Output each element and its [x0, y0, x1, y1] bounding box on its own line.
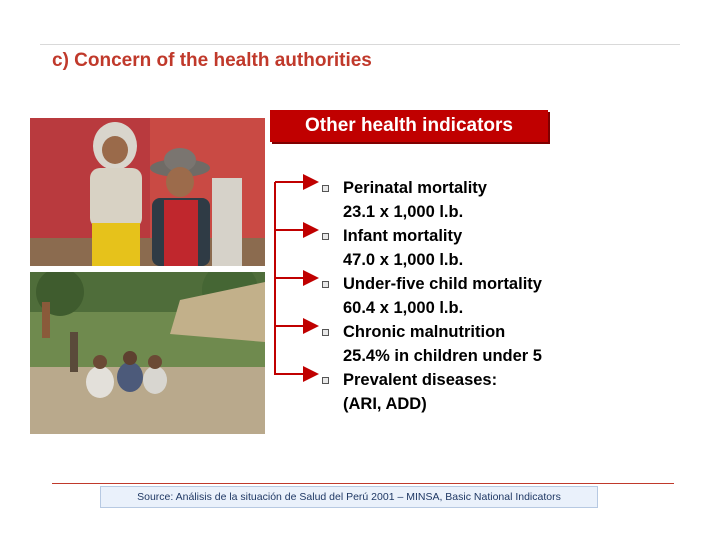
indicator-label: Chronic malnutrition — [343, 323, 506, 341]
indicator-label: Infant mortality — [343, 227, 463, 245]
square-bullet-icon — [322, 233, 329, 240]
indicator-infant — [322, 224, 642, 272]
subtitle-text: Other health indicators — [305, 115, 513, 136]
indicator-label: Under-five child mortality — [343, 275, 542, 293]
village-photo — [30, 272, 265, 434]
source-citation — [100, 486, 598, 508]
children-photo — [30, 118, 265, 266]
indicator-perinatal — [322, 176, 642, 224]
square-bullet-icon — [322, 281, 329, 288]
indicator-under-five — [322, 272, 642, 320]
footer-divider — [52, 483, 674, 484]
square-bullet-icon — [322, 377, 329, 384]
indicator-label: Perinatal mortality — [343, 179, 487, 197]
indicator-value: 25.4% in children under 5 — [343, 347, 542, 365]
subtitle-banner — [270, 110, 548, 142]
indicator-malnutrition — [322, 320, 642, 368]
indicator-value: 60.4 x 1,000 l.b. — [343, 299, 464, 317]
slide-title: c) Concern of the health authorities — [52, 50, 372, 71]
square-bullet-icon — [322, 329, 329, 336]
indicator-list — [322, 176, 642, 416]
top-divider — [40, 44, 680, 45]
indicator-diseases — [322, 368, 642, 416]
square-bullet-icon — [322, 185, 329, 192]
indicator-label: Prevalent diseases: — [343, 371, 498, 389]
source-text: Source: Análisis de la situación de Salud del Perú 2001 – MINSA, Basic National Indicators — [137, 491, 561, 503]
indicator-value: 23.1 x 1,000 l.b. — [343, 203, 464, 221]
indicator-value: 47.0 x 1,000 l.b. — [343, 251, 464, 269]
indicator-value: (ARI, ADD) — [343, 395, 427, 413]
